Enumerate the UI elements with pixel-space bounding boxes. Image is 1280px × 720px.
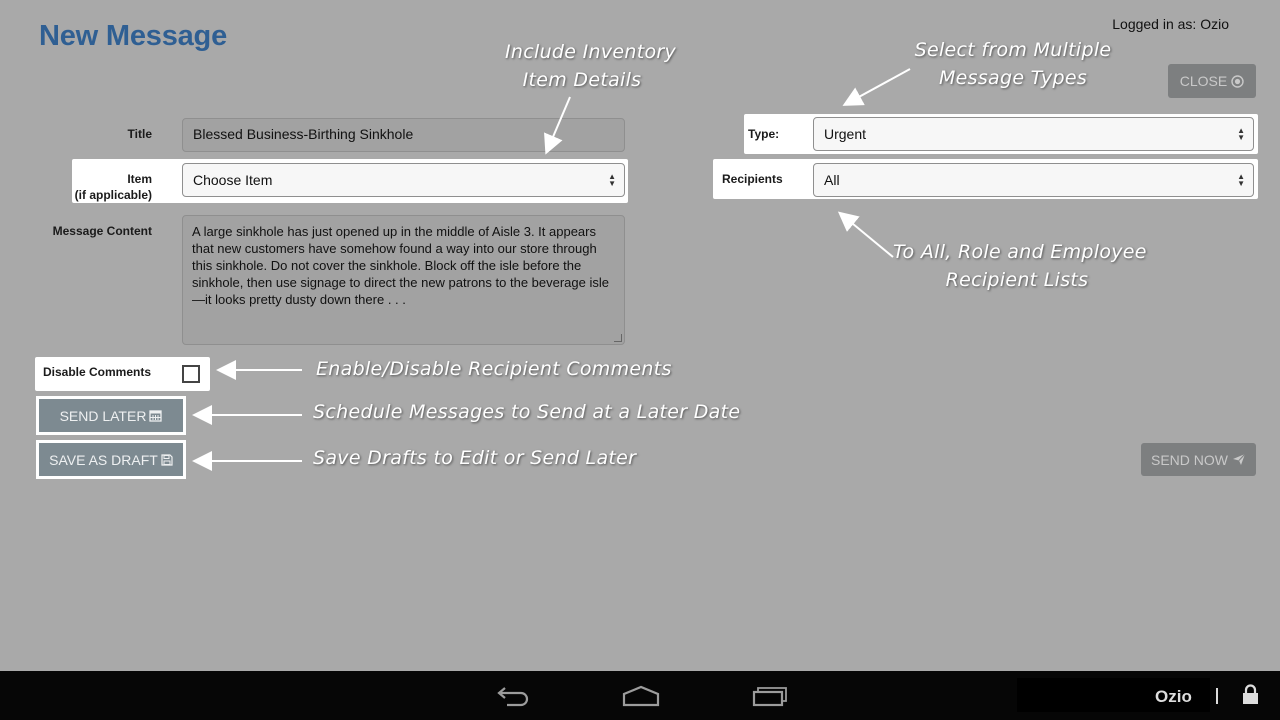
annotation-inventory-line2: Item Details [522, 69, 642, 91]
annotation-types-line2: Message Types [938, 67, 1088, 89]
annotation-recipients [893, 238, 1147, 294]
content-label: Message Content [52, 224, 152, 238]
close-circle-icon [1231, 75, 1244, 88]
annotation-comments: Enable/Disable Recipient Comments [316, 358, 672, 380]
select-arrows-icon: ▲ ▼ [608, 172, 616, 188]
home-icon[interactable] [622, 685, 660, 707]
back-icon[interactable] [495, 685, 531, 707]
save-draft-label: SAVE AS DRAFT [49, 451, 158, 468]
recipients-select-value: All [824, 172, 840, 188]
lock-icon[interactable] [1242, 684, 1259, 705]
message-content-textarea[interactable] [182, 215, 625, 345]
calendar-icon [149, 409, 162, 422]
page-title: New Message [39, 20, 227, 52]
annotation-schedule: Schedule Messages to Send at a Later Date [313, 401, 741, 423]
save-draft-button[interactable] [36, 440, 186, 479]
message-content-value: A large sinkhole has just opened up in the middle of Aisle 3. It appears that new customers have somehow found a way into our store through this sinkhole. Do not cover the sinkhole. Block off the isle before the sinkhole, then use signage to direct the new patrons to the beverage isle—it looks pretty dusty down there . . . [192, 224, 609, 307]
type-select-value: Urgent [824, 126, 867, 142]
annotation-inventory-line1: Include Inventory [505, 41, 677, 63]
annotation-recipients-line1: To All, Role and Employee [893, 241, 1147, 263]
item-select-value: Choose Item [193, 172, 273, 188]
item-label-sub: (if applicable) [74, 188, 152, 202]
annotation-drafts: Save Drafts to Edit or Send Later [313, 447, 637, 469]
annotation-inventory [505, 38, 677, 94]
annotation-types-line1: Select from Multiple [914, 39, 1112, 61]
recipients-select[interactable] [813, 163, 1254, 197]
close-button[interactable] [1168, 64, 1256, 98]
resize-grip-icon[interactable] [614, 334, 622, 342]
arrow-types [846, 69, 910, 104]
recent-apps-icon[interactable] [752, 685, 788, 707]
annotation-recipients-line2: Recipient Lists [945, 269, 1089, 291]
logged-in-status: Logged in as: Ozio [1112, 16, 1229, 32]
select-arrows-icon: ▲ ▼ [1237, 126, 1245, 142]
send-now-button[interactable] [1141, 443, 1256, 476]
nav-separator [1216, 688, 1218, 704]
send-later-label: SEND LATER [59, 407, 147, 424]
send-later-button[interactable] [36, 396, 186, 435]
disable-comments-checkbox[interactable] [182, 365, 200, 383]
type-select[interactable] [813, 117, 1254, 151]
type-label: Type: [748, 127, 780, 141]
send-now-label: SEND NOW [1151, 451, 1228, 468]
disable-comments-label: Disable Comments [43, 365, 152, 379]
arrow-recipients [841, 214, 893, 257]
title-label: Title [127, 127, 152, 141]
item-label-main: Item [127, 172, 152, 186]
close-label: CLOSE [1179, 73, 1228, 89]
item-select[interactable] [182, 163, 625, 197]
item-label [60, 171, 152, 203]
select-arrows-icon: ▲ ▼ [1237, 172, 1245, 188]
paper-plane-icon [1232, 453, 1246, 466]
nav-user-name: Ozio [1155, 687, 1192, 706]
recipients-label: Recipients [722, 172, 783, 186]
floppy-disk-icon [161, 454, 173, 466]
title-value: Blessed Business-Birthing Sinkhole [193, 126, 414, 142]
annotation-message-types [910, 36, 1116, 92]
title-field[interactable] [182, 118, 625, 152]
